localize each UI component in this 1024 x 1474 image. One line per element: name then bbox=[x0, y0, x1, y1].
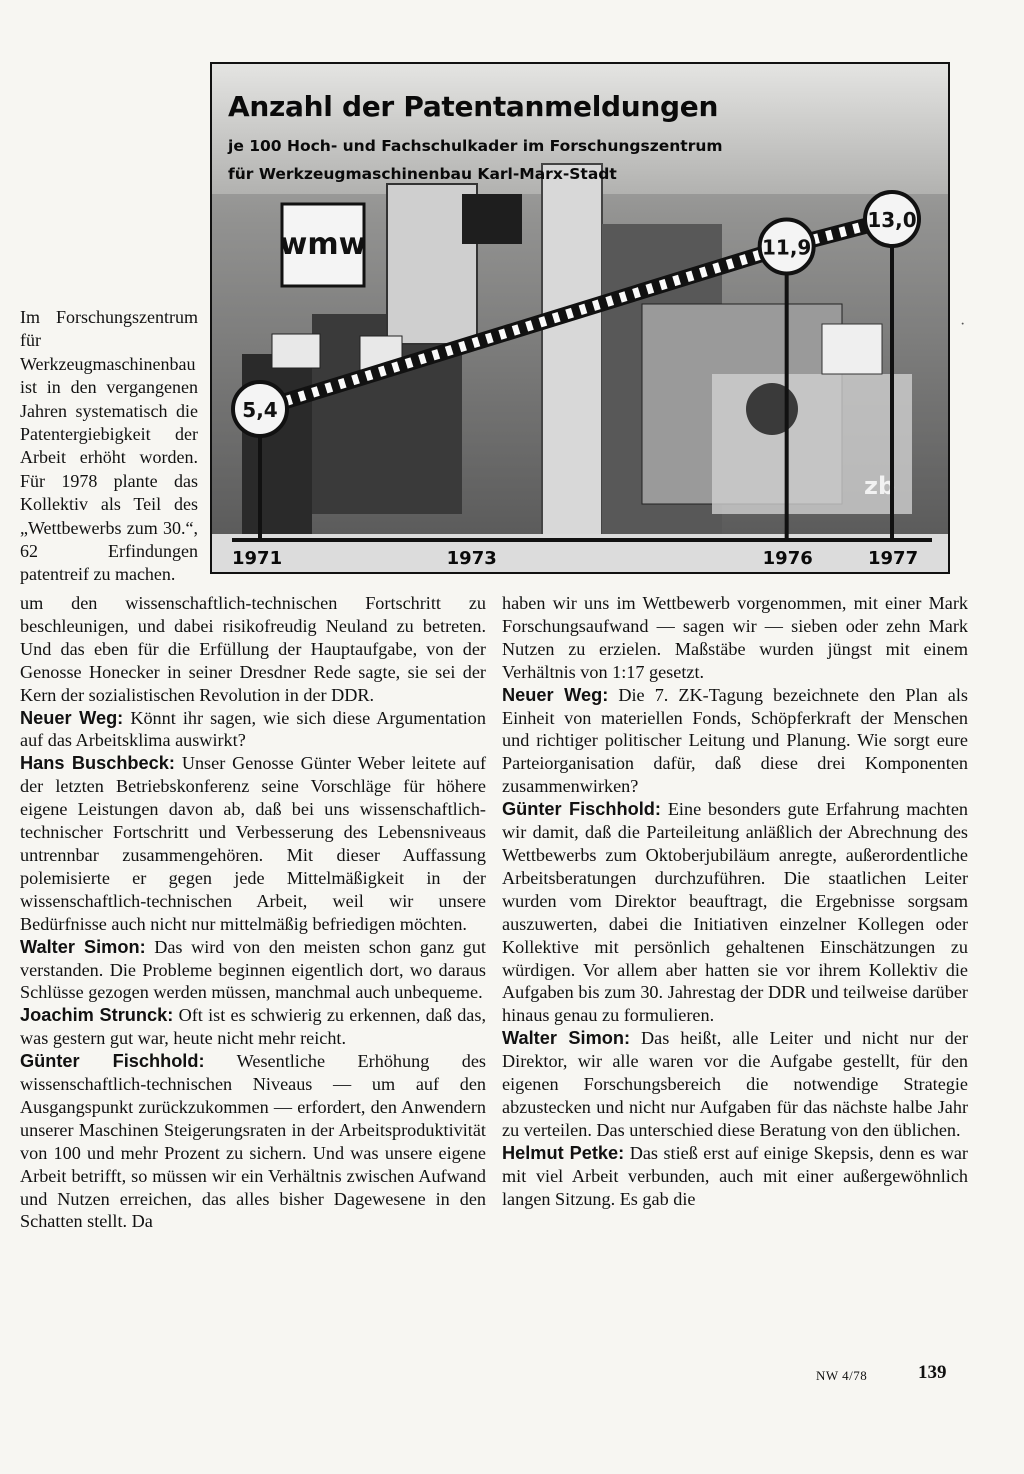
article-paragraph bbox=[502, 798, 968, 1027]
figure-photo-chart bbox=[210, 62, 950, 574]
article-paragraph bbox=[502, 684, 968, 799]
article-paragraph bbox=[502, 592, 968, 684]
speaker-name: Walter Simon: bbox=[502, 1028, 631, 1049]
speaker-name: Walter Simon: bbox=[20, 936, 146, 957]
svg-text:wmw: wmw bbox=[279, 227, 367, 262]
wmw-logo bbox=[280, 204, 367, 286]
article-paragraph bbox=[20, 592, 486, 707]
article-paragraph bbox=[502, 1027, 968, 1142]
x-tick-label: 1973 bbox=[446, 548, 497, 569]
control-panel-right bbox=[822, 324, 882, 374]
paragraph-text: Unser Genosse Günter Weber leitete auf der letzten Betriebskonferenz seine Vorschläge für höhere eigene Leistungen davon ab, daß bei uns wissenschaftlich-technischer Fortschritt und Verbesserung des Lebensniveaus untrennbar zusammengehören. Mit dieser Auffassung polemisierte er gegen jede Mittelmäßigkeit in der wissenschaftlich-technischen Arbeit, weil wir unsere Bedürfnisse auch nicht nur mittelmäßig befriedigen möchten. bbox=[20, 753, 487, 934]
article-column-right bbox=[502, 592, 968, 1210]
speaker-name: Helmut Petke: bbox=[502, 1142, 625, 1163]
data-label: 13,0 bbox=[867, 208, 917, 232]
article-paragraph bbox=[20, 936, 486, 1005]
paragraph-text: Die 7. ZK-Tagung bezeichnete den Plan als Einheit von materiellen Fonds, Schöpferkraft der Menschen und richtiger politischer Leitung und Planung. Wie sorgt eure Parteiorganisation dafür, daß diese drei Komponenten zusammenwirken? bbox=[502, 684, 968, 797]
paragraph-text: um den wissenschaftlich-technischen Fortschritt zu beschleunigen, und dabei risikofreudig Neuland zu betreten. Und das eben für die Erfüllung der Hauptaufgabe, von der Genosse Honecker in seiner Dresdner Rede sagte, sie sei der Kern der sozialistischen Revolution in der DDR. bbox=[20, 593, 486, 705]
speaker-name: Neuer Weg: bbox=[502, 684, 609, 705]
article-paragraph bbox=[20, 1050, 486, 1233]
paragraph-text: Eine besonders gute Erfahrung machten wir damit, daß die Parteileitung anläßlich der Abrechnung des Wettbewerbs zum Oktoberjubiläum anregte, außerordentliche Arbeitsberatungen durchzuführen. Die staatlichen Leiter wurden vom Direktor beauftragt, die Ergebnisse sorgsam auszuwerten, dabei die Initiativen einzelner Kollegen oder Kollektive mit persönlich gehaltenen Einschätzungen zu würdigen. Vor allem aber hatten sie vor ihrem Kollektiv die Aufgaben bis zum 30. Jahrestag der DDR und teilweise darüber hinaus genau zu formulieren. bbox=[502, 799, 968, 1026]
speaker-name: Hans Buschbeck: bbox=[20, 753, 175, 774]
article-paragraph bbox=[502, 1142, 968, 1211]
spindle bbox=[746, 383, 798, 435]
paragraph-text: Oft ist es schwierig zu erkennen, daß das, was gestern gut war, heute nicht mehr reicht. bbox=[20, 1005, 487, 1049]
chart-subtitle-line1: je 100 Hoch- und Fachschulkader im Forschungszentrum bbox=[228, 137, 723, 155]
paragraph-text: Das heißt, alle Leiter und nicht nur der Direktor, wir alle waren vor die Aufgabe gestellt, für den eigenen Forschungsbereich die notwendige Strategie abzustecken und nicht nur Aufgaben für das nächste halbe Jahr zu verteilen. Das unterschied diese Beratung von den üblichen. bbox=[502, 1028, 969, 1140]
zb-mark: zb bbox=[864, 472, 896, 500]
article-paragraph bbox=[20, 707, 486, 753]
data-label: 5,4 bbox=[242, 398, 278, 422]
paragraph-text: Wesentliche Erhöhung des wissenschaftlich-technischen Niveaus — um auf den Ausgangspunkt zurückzukommen — erfordert, den Anwendern unserer Maschinen Steigerungsraten in der Arbeitsproduktivität von 100 und mehr Prozent zu sichern. Und was unsere eigene Arbeit betrifft, so müssen wir ein Verhältnis zwischen Aufwand und Nutzen erreichen, das alles bisher Dagewesene in den Schatten stellt. Da bbox=[20, 1051, 486, 1232]
paragraph-text: haben wir uns im Wettbewerb vorgenommen, mit einer Mark Forschungsaufwand — sagen wir — sieben oder zehn Mark Nutzen zu erzielen. Maßstäbe wurden jüngst mit einem Verhältnis von 1:17 gesetzt. bbox=[502, 593, 968, 682]
paragraph-text: Das stieß erst auf einige Skepsis, denn es war mit viel Arbeit verbunden, auch mit einer außergewöhnlich langen Sitzung. Es gab die bbox=[502, 1142, 968, 1209]
paragraph-text: Das wird von den meisten schon ganz gut verstanden. Die Probleme beginnen eigentlich dort, wo daraus Schlüsse gezogen werden müssen, manchmal auch unbequeme. bbox=[20, 936, 486, 1003]
page-number: 139 bbox=[918, 1362, 947, 1383]
speaker-name: Neuer Weg: bbox=[20, 707, 124, 728]
article-paragraph bbox=[20, 1004, 486, 1050]
article-column-left bbox=[20, 592, 486, 1233]
chart-subtitle-line2: für Werkzeugmaschinenbau Karl-Marx-Stadt bbox=[228, 165, 617, 183]
article-paragraph bbox=[20, 752, 486, 935]
x-tick-label: 1976 bbox=[762, 548, 813, 569]
control-panel-left bbox=[272, 334, 320, 368]
chart-title: Anzahl der Patentanmeldungen bbox=[228, 90, 719, 123]
speaker-name: Joachim Strunck: bbox=[20, 1005, 174, 1026]
x-tick-label: 1971 bbox=[232, 548, 283, 569]
paragraph-text: Könnt ihr sagen, wie sich diese Argumentation auf das Arbeitsklima auswirkt? bbox=[20, 707, 486, 751]
speaker-name: Günter Fischhold: bbox=[502, 799, 661, 820]
issue-reference: NW 4/78 bbox=[816, 1368, 868, 1383]
x-tick-label: 1977 bbox=[868, 548, 919, 569]
speaker-name: Günter Fischhold: bbox=[20, 1051, 205, 1072]
control-box bbox=[462, 194, 522, 244]
figure-caption: Im Forschungszentrum für Werkzeugmaschinenbau ist in den vergangenen Jahren systematisch die Patentergiebigkeit der Arbeit erhöht worden. Für 1978 plante das Kollektiv als Teil des „Wettbewerbs zum 30.“, 62 Erfindungen patentreif zu machen. bbox=[20, 307, 198, 585]
data-label: 11,9 bbox=[761, 235, 812, 260]
machine-column-center bbox=[542, 164, 602, 544]
